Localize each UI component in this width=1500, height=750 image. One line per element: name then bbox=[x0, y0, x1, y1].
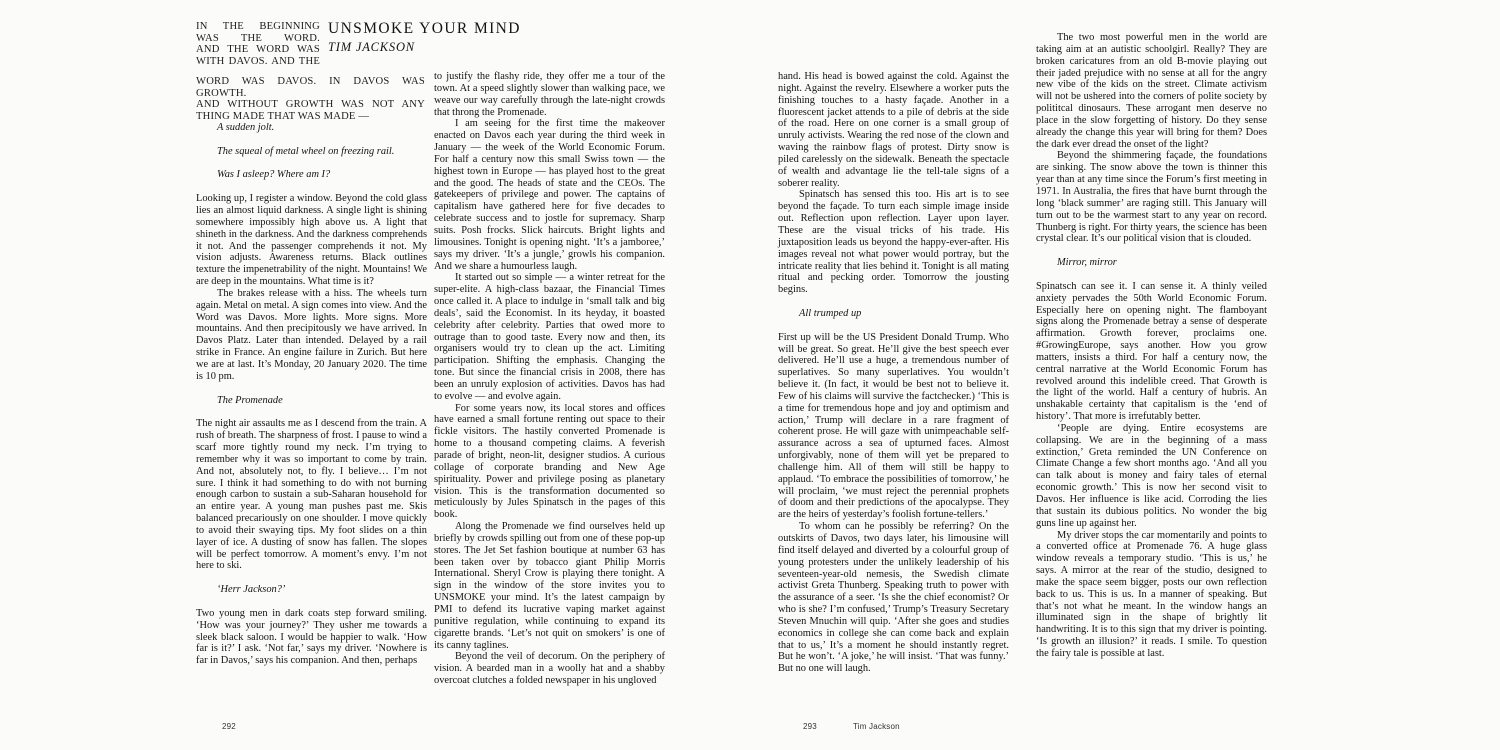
kicker-line: WORD WAS DAVOS. IN DAVOS WAS GROWTH. bbox=[196, 76, 425, 99]
text-column-2 bbox=[434, 71, 665, 687]
paragraph: Spinatsch has sensed this too. His art is to see beyond the façade. To turn each simple image inside out. Reflection upon reflection. Layer upon layer. These are the visual tricks of his trade. His juxtaposition leads us beyond the happy-ever-after. His images reveal not what power would portray, but the intricate reality that lies behind it. Tonight is all mating ritual and pecking order. Tomorrow the jousting begins. bbox=[778, 189, 1009, 296]
paragraph: Along the Promenade we find ourselves held up briefly by crowds spilling out from one of these pop-up stores. The Jet Set fashion boutique at number 63 has been taken over by tobacco giant Philip Morris International. Sheryl Crow is playing there tonight. A sign in the window of the store invites you to UNSMOKE your mind. It’s the latest campaign by PMI to defend its lucrative vaping market against punitive regulation, while continuing to expand its cigarette brands. ‘Let’s not quit on smokers’ is one of its canny taglines. bbox=[434, 521, 665, 651]
opening-line: The squeal of metal wheel on freezing rail. bbox=[217, 145, 395, 157]
kicker-line: AND WITHOUT GROWTH WAS NOT ANY bbox=[196, 99, 425, 111]
paragraph: hand. His head is bowed against the cold. Against the night. Against the revelry. Elsewhere a worker puts the finishing touches to a hasty façade. Another in a fluorescent jacket attends to a pile of debris at the side of the road. Here on one corner is a small group of unruly activists. Wearing the red nose of the clown and waving the rainbow flags of protest. Dirty snow is piled carelessly on the sidewalk. Beneath the spectacle of wealth and advantage lie the tell-tale signs of a soberer reality. bbox=[778, 71, 1009, 189]
paragraph: The two most powerful men in the world are taking aim at an autistic schoolgirl. Really? They are broken caricatures from an old B-movie playing out their jaded prejudice with no sense at all for the angry new vibe of the kids on the street. Climate activism will not be ushered into the corners of polite society by polititcal dinosaurs. These arrogant men deserve no place in the slow forgetting of history. Do they sense already the change this year will bring for them? Does the dark ever dread the onset of the light? bbox=[1036, 32, 1267, 150]
kicker-block-wide bbox=[196, 76, 425, 123]
paragraph: to justify the flashy ride, they offer me a tour of the town. At a speed slightly slower than walking pace, we weave our way carefully through the late-night crowds that throng the Promenade. bbox=[434, 71, 665, 118]
text-column-1 bbox=[196, 122, 427, 667]
paragraph: First up will be the US President Donald Trump. Who will be great. So great. He’ll give the best speech ever delivered. He’ll use a huge, a tremendous number of superlatives. So many superlatives. You wouldn’t believe it. (In fact, it would be best not to believe it. Few of his claims will survive the factchecker.) ‘This is a time for tremendous hope and joy and optimism and action,’ Trump will declare in a rare fragment of coherent prose. He will gaze with unimpeachable self-assurance across a sea of upturned faces. Almost unforgivably, none of them will yet be prepared to challenge him. All of them will still be happy to applaud. ‘To embrace the possibilities of tomorrow,’ he will proclaim, ‘we must reject the perennial prophets of doom and their predictions of the apocalypse. They are the heirs of yesterday’s foolish fortune-tellers.’ bbox=[778, 331, 1009, 521]
paragraph: It started out so simple — a winter retreat for the super-elite. A high-class bazaar, the Financial Times once called it. A place to indulge in ‘small talk and big deals’, said the Economist. In its heyday, it boasted celebrity after celebrity. Parties that owed more to outrage than to good taste. Every now and then, its organisers would try to clean up the act. Limiting participation. Shifting the emphasis. Changing the tone. But since the financial crisis in 2008, there has been an unruly explosion of activities. Davos has had to evolve — and evolve again. bbox=[434, 272, 665, 402]
chapter-title: UNSMOKE YOUR MIND bbox=[328, 20, 521, 37]
kicker-line: WAS THE WORD. bbox=[196, 32, 320, 44]
section-subhead: ‘Herr Jackson?’ bbox=[217, 584, 286, 596]
section-subhead: All trumped up bbox=[799, 307, 862, 319]
kicker-block-narrow bbox=[196, 21, 320, 68]
kicker-line: THING MADE THAT WAS MADE — bbox=[196, 111, 370, 123]
opening-line: A sudden jolt. bbox=[217, 122, 275, 133]
kicker-line: AND THE WORD WAS bbox=[196, 44, 320, 56]
paragraph: I am seeing for the first time the makeover enacted on Davos each year during the third week in January — the week of the World Economic Forum. For half a century now this small Swiss town — the highest town in Europe — has played host to the great and the good. The heads of state and the CEOs. The gatekeepers of privilege and power. The captains of capitalism have gathered here for five decades to celebrate success and to jostle for supremacy. Sharp suits. Posh frocks. Slick haircuts. Bright lights and limousines. Tonight is opening night. ‘It’s a jamboree,’ says my driver. ‘It’s a jungle,’ growls his companion. And we share a humourless laugh. bbox=[434, 118, 665, 272]
paragraph: Spinatsch can see it. I can sense it. A thinly veiled anxiety pervades the 50th World Economic Forum. Especially here on opening night. The flamboyant signs along the Promenade betray a sense of desperate affirmation. Growth forever, proclaims one. #GrowingEurope, says another. How you grow matters, insists a third. For half a century now, the central narrative at the World Economic Forum has revolved around this indelible creed. That Growth is the light of the world. Half a century of hubris. An unshakable certainty that capitalism is the ‘end of history’. That more is irrefutably better. bbox=[1036, 280, 1267, 423]
page-number-left: 292 bbox=[222, 722, 236, 731]
running-footer-author: Tim Jackson bbox=[853, 722, 900, 731]
section-subhead: The Promenade bbox=[217, 394, 283, 406]
text-column-3 bbox=[778, 71, 1009, 675]
paragraph: My driver stops the car momentarily and points to a converted office at Promenade 76. A huge glass window reveals a temporary studio. ‘This is us,’ he says. A mirror at the rear of the studio, designed to make the space seem bigger, posts our own reflection back to us. This is us. In a manner of speaking. But that’s not what he meant. In the window hangs an illuminated sign in the shape of brightly lit handwriting. It is to this sign that my driver is pointing. ‘Is growth an illusion?’ it reads. I smile. To question the fairy tale is possible at last. bbox=[1036, 529, 1267, 659]
paragraph: To whom can he possibly be referring? On the outskirts of Davos, two days later, his limousine will find itself delayed and diverted by a colourful group of young protesters under the unlikely leadership of his seventeen-year-old nemesis, the Swedish climate activist Greta Thunberg. Speaking truth to power with the assurance of a seer. ‘Is she the chief economist? Or who is she? I’m confused,’ Trump’s Treasury Secretary Steven Mnuchin will quip. ‘After she goes and studies economics in college she can come back and explain that to us,’ It’s a moment he should instantly regret. But he won’t. ‘A joke,’ he will insist. ‘That was funny.’ But no one will laugh. bbox=[778, 521, 1009, 675]
page-number-right: 293 bbox=[803, 722, 817, 731]
paragraph: Beyond the veil of decorum. On the periphery of vision. A bearded man in a woolly hat and a shabby overcoat clutches a folded newspaper in his ungloved bbox=[434, 651, 665, 687]
kicker-line: IN THE BEGINNING bbox=[196, 21, 320, 32]
kicker-line: WITH DAVOS. AND THE bbox=[196, 56, 320, 68]
paragraph: The night air assaults me as I descend from the train. A rush of breath. The sharpness of frost. I pause to wind a scarf more tightly round my neck. I’m trying to remember why it was so important to come by train. And not, absolutely not, to fly. I believe… I’m not sure. I think it had something to do with not burning enough carbon to sustain a sub-Saharan household for an entire year. A young man pushes past me. Skis balanced precariously on one shoulder. I move quickly to avoid their swaying tips. My foot slides on a thin layer of ice. A dusting of snow has fallen. The slopes will be perfect tomorrow. A moment’s envy. I’m not here to ski. bbox=[196, 418, 427, 572]
paragraph: Looking up, I register a window. Beyond the cold glass lies an almost liquid darkness. A single light is shining somewhere impossibly high above us. A light that shineth in the darkness. And the darkness comprehends it not. And the passenger comprehends it not. My vision adjusts. Awareness returns. Black outlines texture the impenetrability of the night. Mountains! We are deep in the mountains. What time is it? bbox=[196, 193, 427, 288]
paragraph: ‘People are dying. Entire ecosystems are collapsing. We are in the beginning of a mass extinction,’ Greta reminded the UN Conference on Climate Change a few short months ago. ‘And all you can talk about is money and fairy tales of eternal economic growth.’ This is now her second visit to Davos. Her influence is like acid. Corroding the lies that sustain its dubious politics. No wonder the big guns line up against her. bbox=[1036, 422, 1267, 529]
section-subhead: Mirror, mirror bbox=[1057, 257, 1117, 269]
author-byline: TIM JACKSON bbox=[328, 40, 415, 54]
text-column-4 bbox=[1036, 32, 1267, 660]
opening-line: Was I asleep? Where am I? bbox=[217, 169, 331, 181]
paragraph: Beyond the shimmering façade, the foundations are sinking. The snow above the town is thinner this year than at any time since the Forum’s first meeting in 1971. In Australia, the fires that have burnt through the long ‘black summer’ are raging still. This January will turn out to be the warmest start to any year on record. Thunberg is right. For thirty years, the science has been crystal clear. It’s our political vision that is clouded. bbox=[1036, 150, 1267, 245]
paragraph: The brakes release with a hiss. The wheels turn again. Metal on metal. A sign comes into view. And the Word was Davos. More lights. More signs. More mountains. And then precipitously we have arrived. In Davos Platz. Later than intended. Delayed by a rail strike in France. An engine failure in Zurich. But here we are at last. It’s Monday, 20 January 2020. The time is 10 pm. bbox=[196, 287, 427, 382]
masthead bbox=[328, 20, 628, 55]
paragraph: Two young men in dark coats step forward smiling. ‘How was your journey?’ They usher me towards a sleek black saloon. I would be happier to walk. ‘How far is it?’ I ask. ‘Not far,’ says my driver. ‘Nowhere is far in Davos,’ says his companion. And then, perhaps bbox=[196, 607, 427, 667]
paragraph: For some years now, its local stores and offices have earned a small fortune renting out space to their fickle visitors. The hastily converted Promenade is home to a thousand competing claims. A feverish parade of bright, neon-lit, designer studios. A curious collage of corporate branding and New Age spirituality. Power and privilege posing as planetary vision. This is the transformation documented so meticulously by Jules Spinatsch in the pages of this book. bbox=[434, 402, 665, 521]
